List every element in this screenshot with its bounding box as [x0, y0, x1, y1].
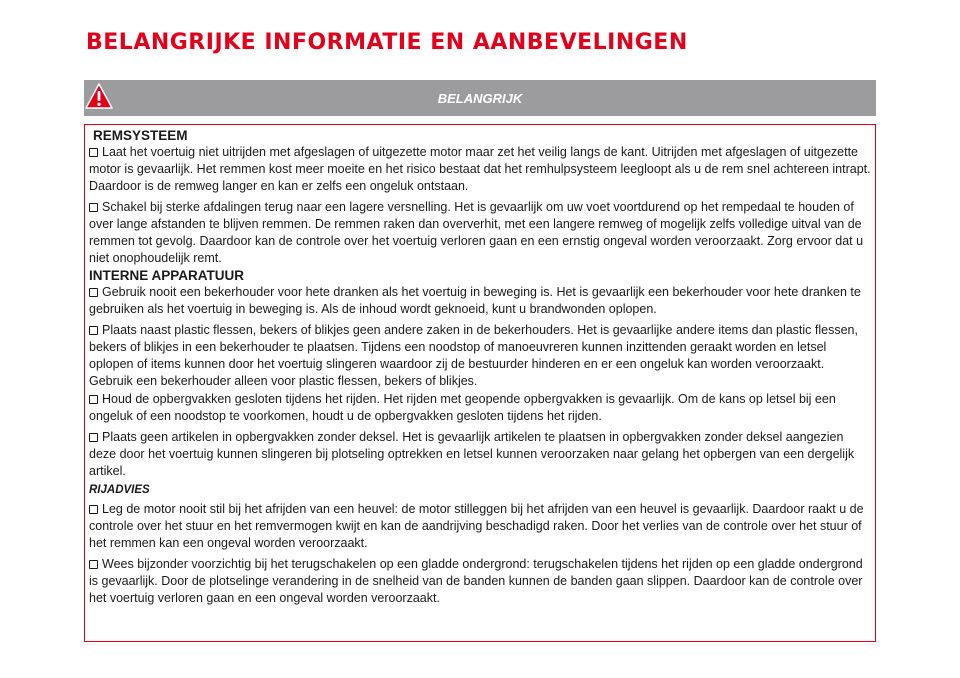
- checkbox-bullet-icon: [89, 148, 98, 157]
- important-banner: [84, 80, 876, 116]
- checkbox-bullet-icon: [89, 326, 98, 335]
- paragraph: Gebruik nooit een bekerhouder voor hete dranken als het voertuig in beweging is. Het is gevaarlijk een bekerhouder voor hete dranken te gebruiken als het voertuig in beweging is. Als de inhoud wordt geknoeid, kunt u brandwonden oplopen.: [89, 285, 861, 316]
- page-title: BELANGRIJKE INFORMATIE EN AANBEVELINGEN: [86, 30, 688, 55]
- paragraph: Wees bijzonder voorzichtig bij het terugschakelen op een gladde ondergrond: terugschakelen tijdens het rijden op een gladde ondergrond is gevaarlijk. Door de plotselinge verandering in de snelheid van de banden kunnen de banden gaan slippen. Daardoor kan de controle over het voertuig verloren gaan en een ongeval worden veroorzaakt.: [89, 557, 863, 605]
- checkbox-bullet-icon: [89, 505, 98, 514]
- checkbox-bullet-icon: [89, 203, 98, 212]
- paragraph: Plaats naast plastic flessen, bekers of blikjes geen andere zaken in de bekerhouders. Het is gevaarlijke andere items dan plastic flessen, bekers of blikjes in een bekerhouder te plaatsen. Tijdens een noodstop of manoeuvreren kunnen inzittenden geraakt worden en letsel oplopen of items kunnen door het voertuig slingeren waardoor zij de bestuurder hinderen en er een ongeluk kan worden veroorzaakt. Gebruik een bekerhouder alleen voor plastic flessen, bekers of blikjes.: [89, 323, 858, 388]
- checkbox-bullet-icon: [89, 395, 98, 404]
- checkbox-bullet-icon: [89, 560, 98, 569]
- section-interne-apparatuur-title: INTERNE APPARATUUR: [89, 268, 244, 283]
- paragraph: Laat het voertuig niet uitrijden met afgeslagen of uitgezette motor maar zet het veilig langs de kant. Uitrijden met afgeslagen of uitgezette motor is gevaarlijk. Het remmen kost meer moeite en het risico bestaat dat het remhulpsysteem leegloopt als u de rem snel achtereen intrapt. Daardoor is de remweg langer en kan er zelfs een ongeluk ontstaan.: [89, 145, 871, 193]
- checkbox-bullet-icon: [89, 288, 98, 297]
- paragraph: Leg de motor nooit stil bij het afrijden van een heuvel: de motor stilleggen bij het afrijden van een heuvel is gevaarlijk. Daardoor raakt u de controle over het stuur en het remvermogen kwijt en kan de aandrijving beschadigd raken. Door het verlies van de controle over het stuur of het remmen kan een ongeval worden veroorzaakt.: [89, 502, 864, 550]
- section-remsysteem-title: REMSYSTEEM: [93, 128, 188, 143]
- banner-label: BELANGRIJK: [437, 91, 523, 106]
- warning-triangle-icon: [84, 82, 114, 110]
- warning-content-box: [84, 124, 876, 642]
- section-rijadvies-title: RIJADVIES: [89, 484, 150, 496]
- checkbox-bullet-icon: [89, 433, 98, 442]
- paragraph: Schakel bij sterke afdalingen terug naar een lagere versnelling. Het is gevaarlijk om uw voet voortdurend op het rempedaal te houden of over lange afstanden te blijven remmen. De remmen raken dan oververhit, met een langere remweg of mogelijk zelfs volledige uitval van de remmen tot gevolg. Daardoor kan de controle over het voertuig verloren gaan en een ernstig ongeval worden veroorzaakt. Zorg ervoor dat u niet onophoudelijk remt.: [89, 200, 864, 265]
- paragraph: Houd de opbergvakken gesloten tijdens het rijden. Het rijden met geopende opbergvakken is gevaarlijk. Om de kans op letsel bij een ongeluk of een noodstop te voorkomen, houdt u de opbergvakken gesloten tijdens het rijden.: [89, 392, 836, 423]
- paragraph: Plaats geen artikelen in opbergvakken zonder deksel. Het is gevaarlijk artikelen te plaatsen in opbergvakken zonder deksel aangezien deze door het voertuig kunnen slingeren bij plotseling optrekken en letsel kunnen veroorzaken naar gelang het opbergen van een dergelijk artikel.: [89, 430, 855, 478]
